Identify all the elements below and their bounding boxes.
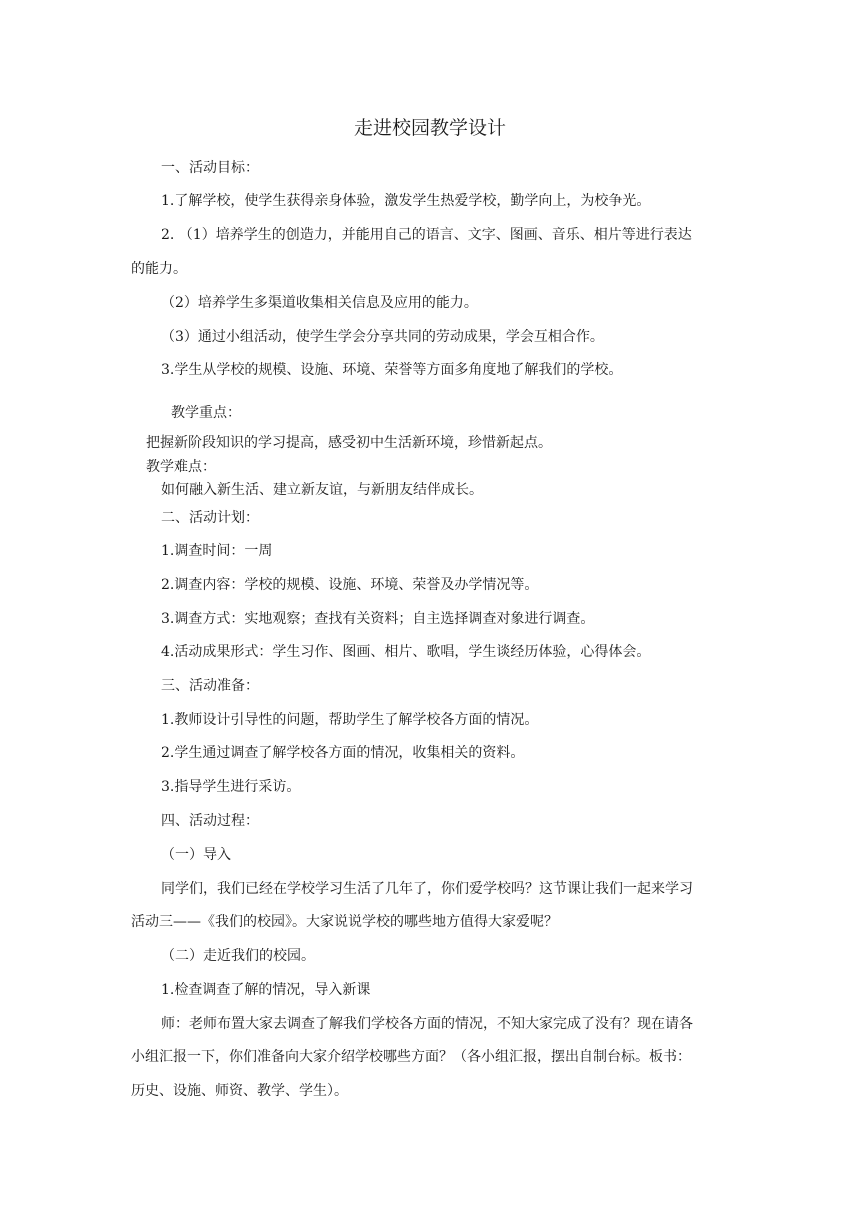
prep-1: 1.教师设计引导性的问题，帮助学生了解学校各方面的情况。 bbox=[161, 712, 539, 728]
prep-heading: 三、活动准备： bbox=[161, 678, 259, 694]
plan-heading: 二、活动计划： bbox=[161, 510, 259, 526]
difficulty-text: 如何融入新生活、建立新友谊，与新朋友结伴成长。 bbox=[161, 482, 483, 498]
plan-4: 4.活动成果形式：学生习作、图画、相片、歌唱，学生谈经历体验，心得体会。 bbox=[161, 644, 651, 660]
process-1-line1: 同学们，我们已经在学校学习生活了几年了，你们爱学校吗？这节课让我们一起来学习 bbox=[161, 881, 693, 897]
goal-3: 3.学生从学校的规模、设施、环境、荣誉等方面多角度地了解我们的学校。 bbox=[161, 362, 623, 378]
process-1-heading: （一）导入 bbox=[161, 847, 231, 863]
goals-heading: 一、活动目标： bbox=[161, 160, 259, 176]
process-2-item1: 1.检查调查了解的情况，导入新课 bbox=[161, 982, 371, 998]
prep-3: 3.指导学生进行采访。 bbox=[161, 779, 301, 795]
goal-2-sub2: （2）培养学生多渠道收集相关信息及应用的能力。 bbox=[161, 295, 478, 311]
plan-3: 3.调查方式：实地观察；查找有关资料；自主选择调查对象进行调查。 bbox=[161, 611, 595, 627]
goal-2-line2: 的能力。 bbox=[131, 261, 187, 277]
plan-1: 1.调查时间：一周 bbox=[161, 543, 273, 559]
goal-1: 1.了解学校，使学生获得亲身体验，激发学生热爱学校，勤学向上，为校争光。 bbox=[161, 193, 651, 209]
key-point-text: 把握新阶段知识的学习提高，感受初中生活新环境，珍惜新起点。 bbox=[146, 435, 552, 451]
process-1-line2: 活动三——《我们的校园》。大家说说学校的哪些地方值得大家爱呢？ bbox=[131, 914, 558, 930]
document-title: 走进校园教学设计 bbox=[353, 117, 506, 139]
process-2-line2: 小组汇报一下，你们准备向大家介绍学校哪些方面？（各小组汇报，摆出自制台标。板书： bbox=[131, 1049, 691, 1065]
difficulty-heading: 教学难点： bbox=[146, 459, 216, 475]
key-point-heading: 教学重点： bbox=[171, 405, 241, 421]
process-2-heading: （二）走近我们的校园。 bbox=[161, 948, 315, 964]
prep-2: 2.学生通过调查了解学校各方面的情况，收集相关的资料。 bbox=[161, 745, 525, 761]
process-2-line3: 历史、设施、师资、教学、学生）。 bbox=[131, 1083, 348, 1099]
goal-2-line1: 2. （1）培养学生的创造力，并能用自己的语言、文字、图画、音乐、相片等进行表达 bbox=[161, 227, 692, 243]
plan-2: 2.调查内容：学校的规模、设施、环境、荣誉及办学情况等。 bbox=[161, 577, 539, 593]
process-heading: 四、活动过程： bbox=[161, 813, 259, 829]
goal-2-sub3: （3）通过小组活动，使学生学会分享共同的劳动成果，学会互相合作。 bbox=[161, 329, 604, 345]
process-2-line1: 师：老师布置大家去调查了解我们学校各方面的情况，不知大家完成了没有？现在请各 bbox=[161, 1016, 693, 1032]
